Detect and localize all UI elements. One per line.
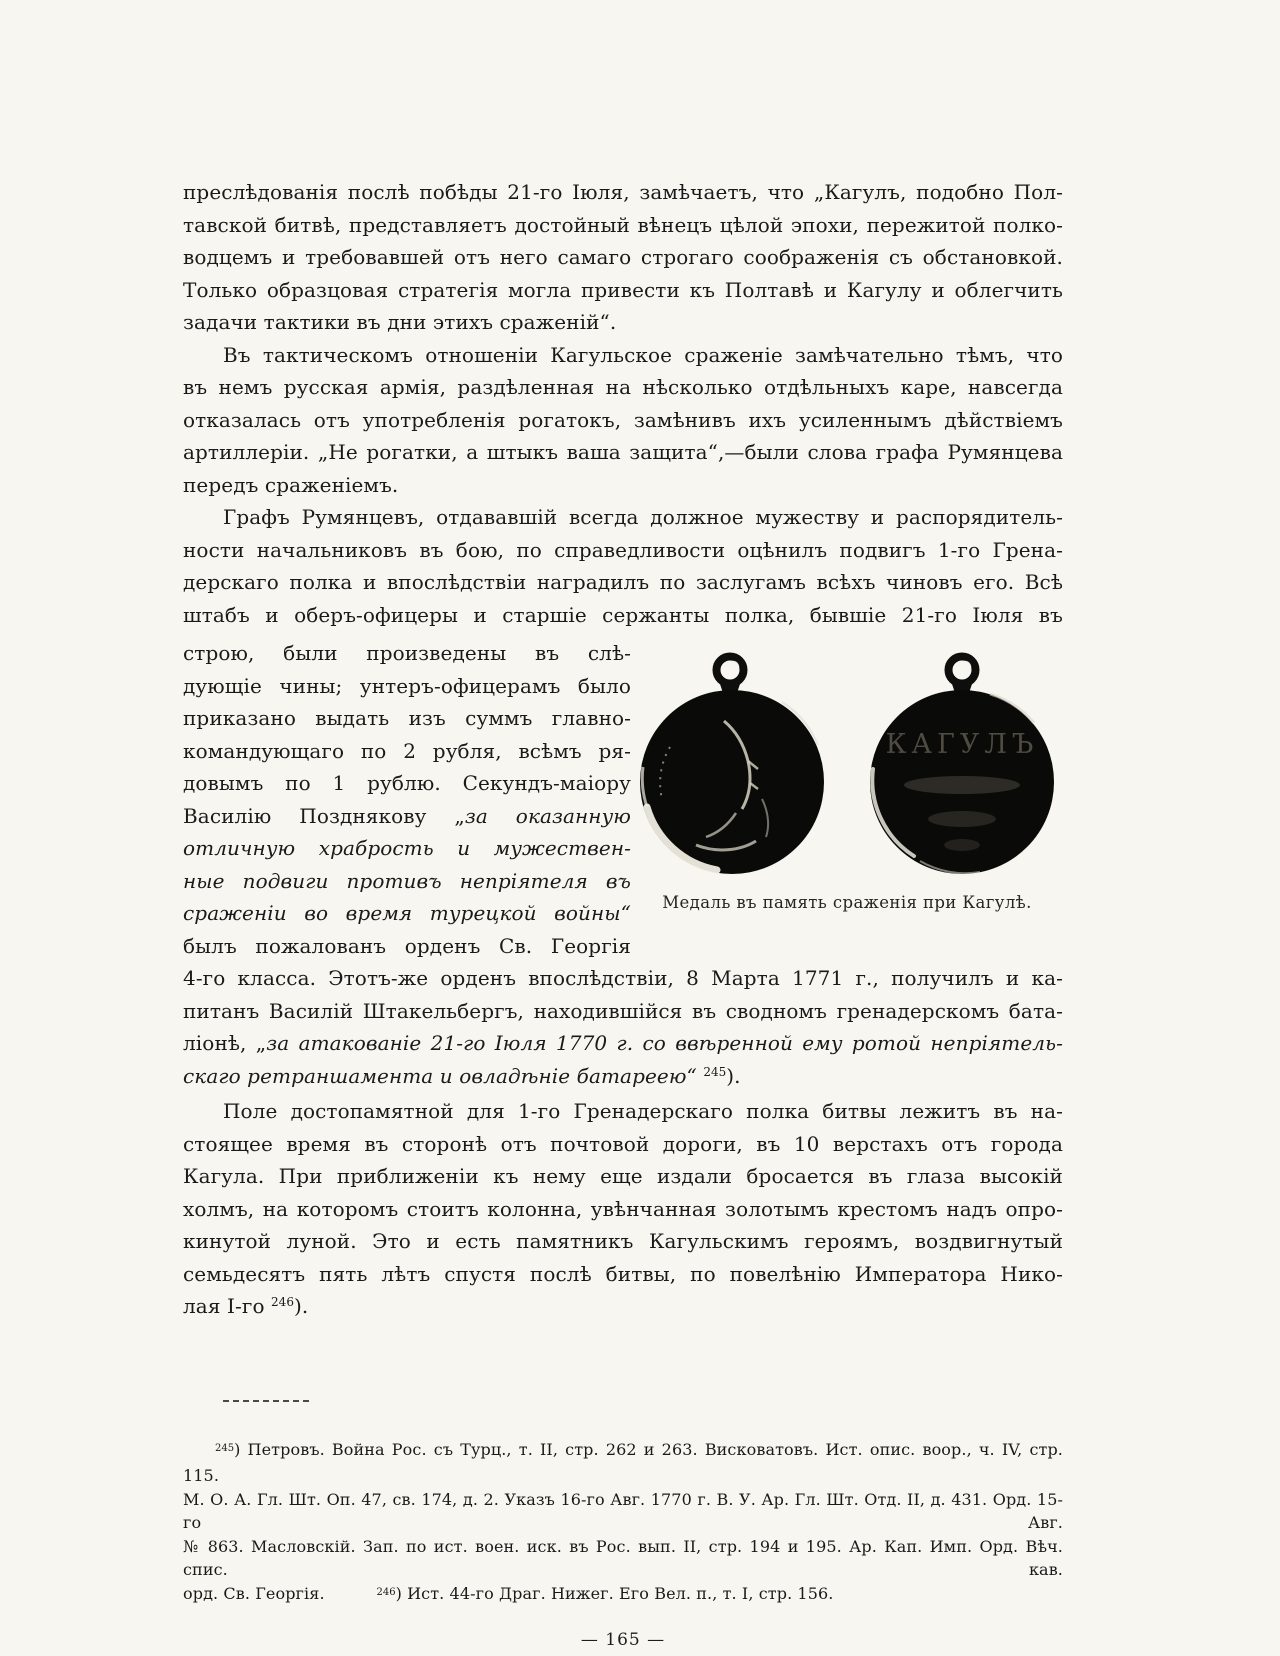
medal-reverse-inscription: КАГУЛЪ	[885, 729, 1039, 760]
text-line: холмъ, на которомъ стоитъ колонна, увѣнчанная золотымъ крестомъ надъ опро-	[183, 1196, 1063, 1221]
page-text-column	[183, 176, 1063, 1650]
text-line: Поле достопамятной для 1-го Гренадерскаго полка битвы лежитъ въ на-	[223, 1099, 1063, 1123]
text-line: ности начальниковъ въ бою, по справедливости оцѣнилъ подвигъ 1-го Грена-	[183, 537, 1063, 562]
text-line: дующіе чины; унтеръ-офицерамъ было	[183, 673, 631, 698]
medal-figure	[631, 637, 1063, 962]
text-line: $^{245}$) Петровъ. Война Рос. съ Турц., т. II, стр. 262 и 263. Висковатовъ. Ист. опис. воор., ч. IV, стр. 115.	[183, 1439, 1063, 1485]
text-line: строю, были произведены въ слѣ-	[183, 641, 631, 665]
text-line: сраженіи во время турецкой войны“	[183, 901, 631, 925]
text-line: Графъ Румянцевъ, отдававшій всегда должное мужеству и распорядитель-	[223, 505, 1063, 529]
text-line: Василію Позднякову „за оказанную	[183, 803, 631, 828]
paragraph-3-narrow-column	[183, 637, 631, 962]
text-line: тавской битвѣ, представляетъ достойный вѣнецъ цѣлой эпохи, пережитой полко-	[183, 212, 1063, 237]
paragraph-3-resume	[183, 962, 1063, 1095]
text-line: отказалась отъ употребленія рогатокъ, замѣнивъ ихъ усиленнымъ дѣйствіемъ	[183, 407, 1063, 432]
inscription-smudge-3	[944, 839, 980, 851]
text-line: ные подвиги противъ непріятеля въ	[183, 868, 631, 893]
text-line: кинутой луной. Это и есть памятникъ Кагульскимъ героямъ, воздвигнутый	[183, 1229, 1063, 1253]
page-number: — 165 —	[580, 1630, 666, 1650]
ring-highlight	[728, 662, 738, 672]
text-line: питанъ Василій Штакельбергъ, находившійся въ сводномъ гренадерскомъ бата-	[183, 998, 1063, 1023]
text-line: лая I-го $^{246}$).	[183, 1294, 309, 1318]
text-line: довымъ по 1 рублю. Секундъ-маіору	[183, 771, 631, 795]
text-line: № 863. Масловскій. Зап. по ист. воен. иск. въ Рос. вып. II, стр. 194 и 195. Ар. Кап. Имп. Орд. Вѣч. спис. кав.	[183, 1536, 1063, 1579]
footnotes	[183, 1438, 1063, 1609]
medal-reverse-image	[862, 649, 1062, 877]
text-line: преслѣдованія послѣ побѣды 21-го Іюля, замѣчаетъ, что „Кагулъ, подобно Пол-	[183, 180, 1063, 204]
paragraph-2	[183, 339, 1063, 502]
text-line: артиллеріи. „Не рогатки, а штыкъ ваша защита“,—были слова графа Румянцева	[183, 440, 1063, 464]
text-wrap-section	[183, 637, 1063, 962]
text-line: 4-го класса. Этотъ-же орденъ впослѣдствіи, 8 Марта 1771 г., получилъ и ка-	[183, 966, 1063, 990]
medal-obverse-image	[632, 649, 832, 877]
text-line: задачи тактики въ дни этихъ сраженій“.	[183, 310, 617, 334]
text-line: командующаго по 2 рубля, всѣмъ ря-	[183, 738, 631, 763]
paragraph-1	[183, 176, 1063, 339]
footnote-separator	[223, 1400, 309, 1402]
text-line: въ немъ русская армія, раздѣленная на нѣсколько отдѣльныхъ каре, навсегда	[183, 375, 1063, 399]
text-line: Въ тактическомъ отношеніи Кагульское сраженіе замѣчательно тѣмъ, что	[223, 342, 1063, 367]
text-line: М. О. А. Гл. Шт. Оп. 47, св. 174, д. 2. Указъ 16-го Авг. 1770 г. В. У. Ар. Гл. Шт. Отд. II, д. 431. Орд. 15-го Авг.	[183, 1489, 1063, 1532]
text-line: семьдесятъ пять лѣтъ спустя послѣ битвы, по повелѣнію Императора Нико-	[183, 1261, 1063, 1286]
text-line: передъ сраженіемъ.	[183, 472, 399, 497]
text-line: штабъ и оберъ-офицеры и старшіе сержанты полка, бывшіе 21-го Іюля въ	[183, 602, 1063, 627]
inscription-smudge-1	[904, 776, 1020, 794]
text-line: приказано выдать изъ суммъ главно-	[183, 706, 631, 730]
text-line: Кагула. При приближеніи къ нему еще издали бросается въ глаза высокій	[183, 1164, 1063, 1188]
text-line: былъ пожалованъ орденъ Св. Георгія	[183, 933, 631, 958]
ring-highlight	[960, 662, 970, 672]
text-line: дерскаго полка и впослѣдствіи наградилъ по заслугамъ всѣхъ чиновъ его. Всѣ	[183, 570, 1063, 594]
paragraph-4	[183, 1095, 1063, 1326]
paragraph-3-full-width	[183, 501, 1063, 631]
text-line: Только образцовая стратегія могла привести къ Полтавѣ и Кагулу и облегчить	[183, 277, 1063, 302]
text-line: водцемъ и требовавшей отъ него самаго строгаго соображенія съ обстановкой.	[183, 245, 1063, 269]
text-line: отличную храбрость и мужествен-	[183, 836, 631, 860]
medal-images-row	[632, 649, 1062, 877]
figure-caption: Медаль въ память сраженія при Кагулѣ.	[662, 893, 1032, 912]
text-line: ліонѣ, „за атакованіе 21-го Іюля 1770 г. со ввѣренной ему ротой непріятель-	[183, 1031, 1063, 1055]
text-line: орд. Св. Георгія. $^{246}$) Ист. 44-го Драг. Нижег. Его Вел. п., т. I, стр. 156.	[183, 1583, 834, 1603]
text-line: скаго ретраншамента и овладѣніе батареею“ $^{245}$).	[183, 1063, 741, 1088]
inscription-smudge-2	[928, 811, 996, 827]
text-line: стоящее время въ сторонѣ отъ почтовой дороги, въ 10 верстахъ отъ города	[183, 1131, 1063, 1156]
